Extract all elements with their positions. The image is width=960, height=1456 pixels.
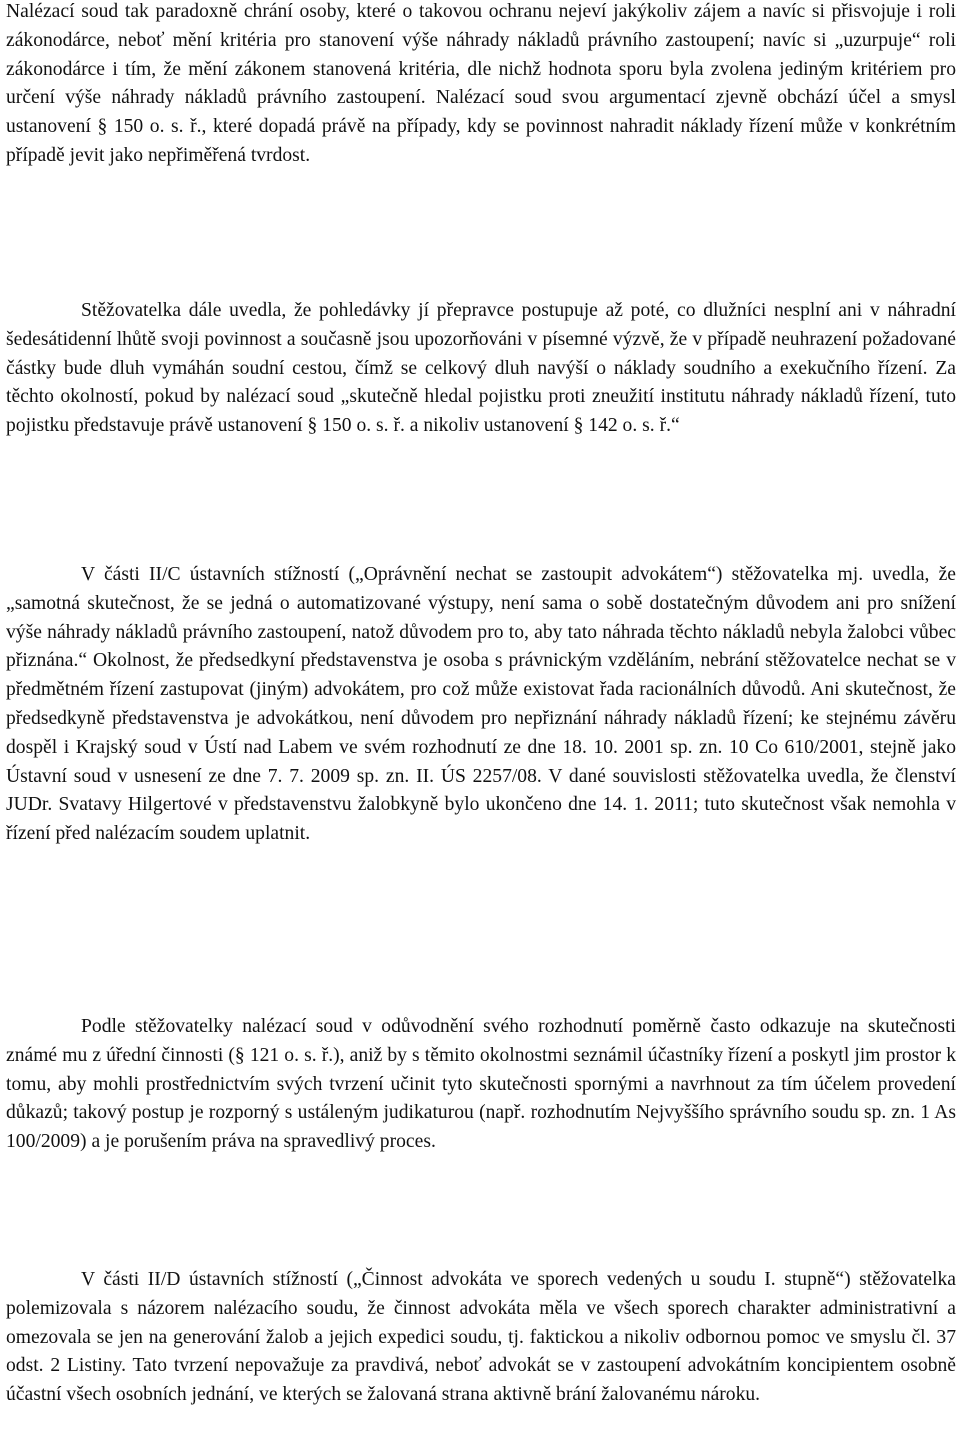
paragraph-1: Nalézací soud tak paradoxně chrání osoby, které o takovou ochranu nejeví jakýkoliv zájem a navíc si přisvojuje i roli zákonodárce, neboť mění kritéria pro stanovení výše náhrady nákladů právního zastoupení; navíc si „uzurpuje“ roli zákonodárce i tím, že mění zákonem stanovená kritéria, dle nichž hodnota sporu byla zvolena jediným kritériem pro určení výše náhrady nákladů právního zastoupení. Nalézací soud svou argumentací zjevně obchází účel a smysl ustanovení § 150 o. s. ř., které dopadá právě na případy, kdy se povinnost nahradit náklady řízení může v konkrétním případě jevit jako nepřiměřená tvrdost.	[6, 1, 956, 166]
paragraph-4: Podle stěžovatelky nalézací soud v odůvodnění svého rozhodnutí poměrně často odkazuje na skutečnosti známé mu z úřední činnosti (§ 121 o. s. ř.), aniž by s těmito okolnostmi seznámil účastníky řízení a poskytl jim prostor k tomu, aby mohli prostřednictvím svých tvrzení učinit tyto skutečnosti spornými a navrhnout za tím účelem provedení důkazů; takový postup je rozporný s ustáleným judikaturou (např. rozhodnutím Nejvyššího správního soudu sp. zn. 1 As 100/2009) a je porušením práva na spravedlivý proces.	[6, 1016, 956, 1153]
paragraph-5: V části II/D ústavních stížností („Činnost advokáta ve sporech vedených u soudu I. stupně“) stěžovatelka polemizovala s názorem nalézacího soudu, že činnost advokáta měla ve všech sporech charakter administrativní a omezovala se jen na generování žalob a jejich expedici soudu, tj. faktickou a nikoliv odbornou pomoc ve smyslu čl. 37 odst. 2 Listiny. Tato tvrzení nepovažuje za pravdivá, neboť advokát se v zastoupení advokátním koncipientem osobně účastní všech osobních jednání, ve kterých se žalovaná strana aktivně brání žalovanému nároku.	[6, 1269, 956, 1406]
paragraph-3: V části II/C ústavních stížností („Oprávnění nechat se zastoupit advokátem“) stěžovatelka mj. uvedla, že „samotná skutečnost, že se jedná o automatizované výstupy, není sama o sobě dostatečným důvodem ani pro snížení výše náhrady nákladů právního zastoupení, natož důvodem pro to, aby tato náhrada těchto nákladů nebyla žalobci vůbec přiznána.“ Okolnost, že předsedkyní představenstva je osoba s právnickým vzděláním, nebrání stěžovatelce nechat se v předmětném řízení zastupovat (jiným) advokátem, pro což může existovat řada racionálních důvodů. Ani skutečnost, že předsedkyně představenstva je advokátkou, není důvodem pro nepřiznání náhrady nákladů řízení; ke stejnému závěru dospěl i Krajský soud v Ústí nad Labem ve svém rozhodnutí ze dne 18. 10. 2001 sp. zn. 10 Co 610/2001, stejně jako Ústavní soud v usnesení ze dne 7. 7. 2009 sp. zn. II. ÚS 2257/08. V dané souvislosti stěžovatelka uvedla, že členství JUDr. Svatavy Hilgertové v představenstvu žalobkyně bylo ukončeno dne 14. 1. 2011; tuto skutečnost však nemohla v řízení před nalézacím soudem uplatnit.	[6, 564, 956, 845]
paragraph-2: Stěžovatelka dále uvedla, že pohledávky jí přepravce postupuje až poté, co dlužníci nesplní ani v náhradní šedesátidenní lhůtě svoji povinnost a současně jsou upozorňováni v písemné výzvě, že v případě neuhrazení požadované částky bude dluh vymáhán soudní cestou, čímž se celkový dluh navýší o náklady soudního a exekučního řízení. Za těchto okolností, pokud by nalézací soud „skutečně hledal pojistku proti zneužití institutu náhrady nákladů řízení, tuto pojistku představuje právě ustanovení § 150 o. s. ř. a nikoliv ustanovení § 142 o. s. ř.“	[6, 300, 956, 437]
